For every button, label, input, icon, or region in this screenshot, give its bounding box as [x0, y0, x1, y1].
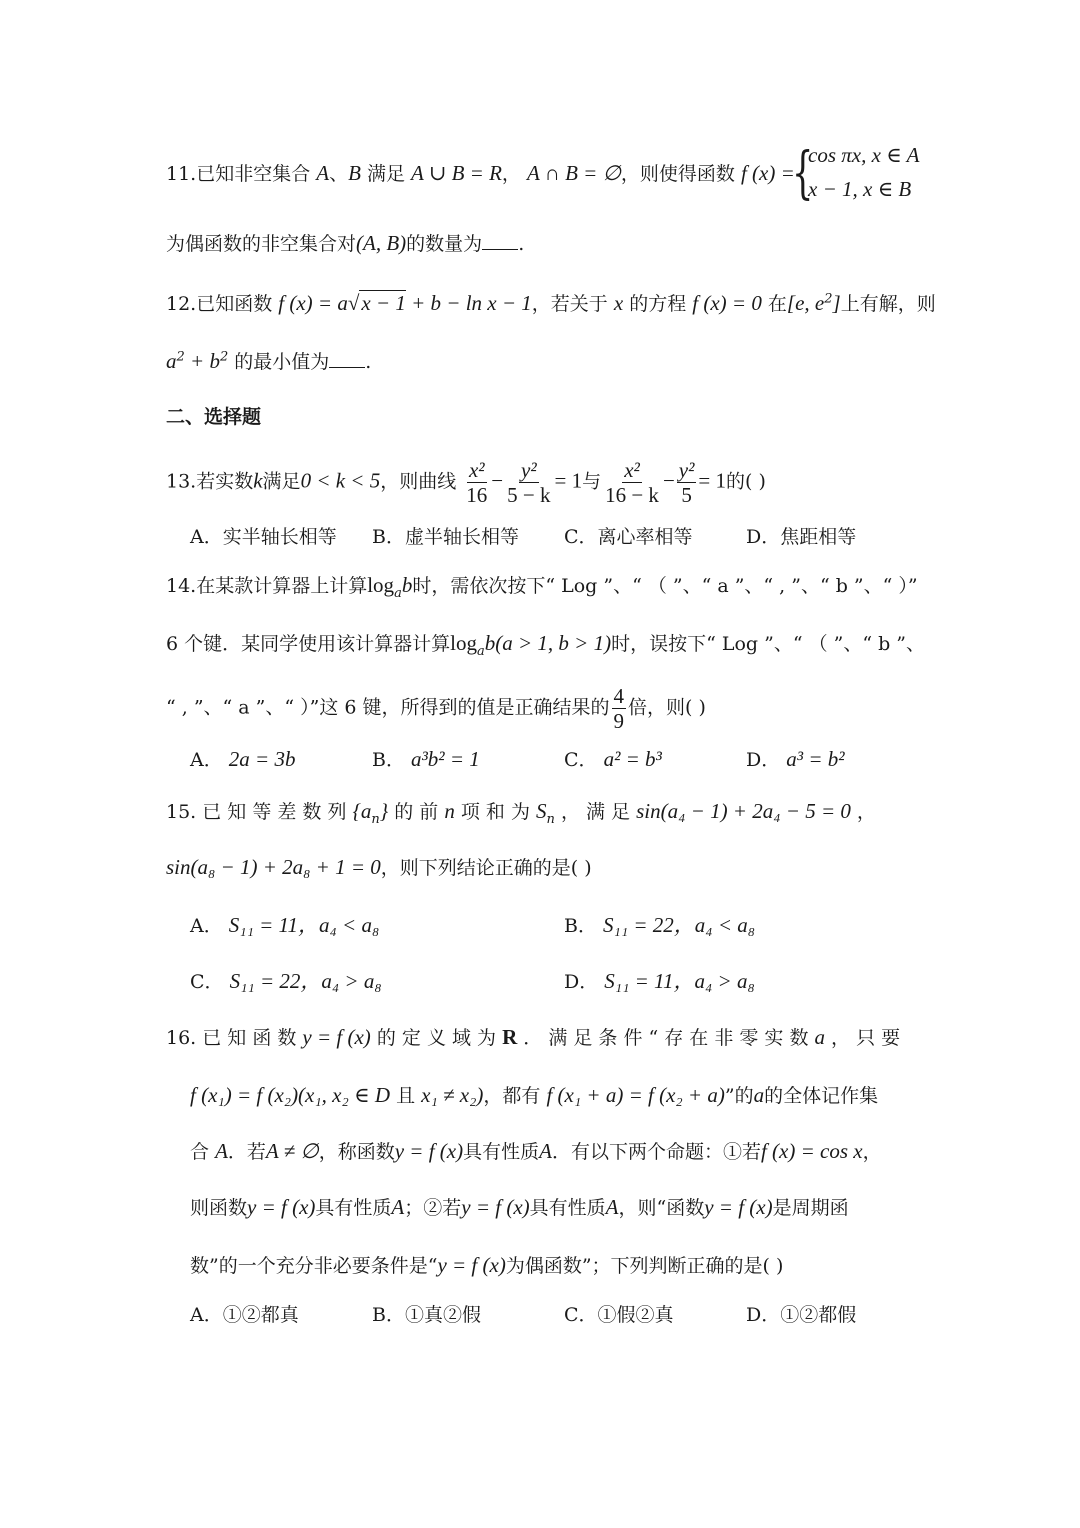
answer-blank	[329, 349, 365, 368]
fraction: $\frac{\text{x²}}{16 - k}$	[605, 458, 659, 507]
q13-option-b[interactable]: B．虚半轴长相等	[372, 526, 519, 548]
brace-symbol: {	[792, 141, 814, 206]
q14-line3: “ , ”、“ a ”、“ ）”这 6 键，所得到的值是正确结果的 $\frac{4}{9}$ 倍，则( )	[166, 684, 706, 733]
q15-line2: sin(a₈ − 1) + 2a₈ + 1 = 0，则下列结论正确的是( )	[166, 855, 592, 879]
q16-line1: 16. 已 知 函 数 y = f (x) 的 定 义 域 为 R ． 满 足 条 件 “ 存 在 非 零 实 数 a ， 只 要	[166, 1025, 901, 1049]
answer-blank	[482, 231, 518, 250]
q13-line1: 13.若实数k满足0 < k < 5，则曲线 $\frac{\text{x²}}{16}$ − $\frac{\text{y²}}{5 - k}$ = 1与 $\frac{\text{x²}}{16 - k}$ − $\frac{\text{y²}}{5}$ = 1的( )	[166, 458, 766, 507]
q15-option-b[interactable]: B． S₁₁ = 22，a₄ < a₈	[564, 913, 756, 937]
q12-line1: 12.已知函数 f (x) = a√x − 1 + b − ln x − 1，若关于 x 的方程 f (x) = 0 在[e, $e^2$]上有解，则	[166, 291, 936, 315]
fraction: $\frac{\text{y²}}{5 - k}$	[507, 458, 551, 507]
fraction: $\frac{\text{y²}}{5}$	[678, 458, 695, 507]
q16-line4: 则函数y = f (x)具有性质A；②若y = f (x)具有性质A，则“函数y = f (x)是周期函	[190, 1195, 849, 1219]
q15-line1: 15. 已 知 等 差 数 列 $\{a_n\}$ 的 前 n 项 和 为 $S_n$ ， 满 足 sin(a₄ − 1) + 2a₄ − 5 = 0 ，	[166, 799, 876, 827]
q16-option-b[interactable]: B．①真②假	[372, 1304, 481, 1326]
q14-option-c[interactable]: C． a² = b³	[564, 747, 662, 771]
q12-line2: $a^2 + b^2$ 的最小值为 .	[166, 349, 372, 373]
fraction: $\frac{4}{9}$	[613, 684, 625, 733]
q14-option-b[interactable]: B． a³b² = 1	[372, 747, 480, 771]
q15-option-c[interactable]: C． S₁₁ = 22，a₄ > a₈	[190, 969, 382, 993]
q13-option-c[interactable]: C．离心率相等	[564, 526, 693, 548]
q11-line1: 11.已知非空集合 A、B 满足 A ∪ B = R， A ∩ B = ∅，则使得函数 f (x) =	[166, 161, 795, 185]
q13-option-d[interactable]: D．焦距相等	[746, 526, 857, 548]
q15-option-d[interactable]: D． S₁₁ = 11，a₄ > a₈	[564, 969, 755, 993]
q14-line1: 14.在某款计算器上计算$\log_ab$时，需依次按下“ Log ”、“ （ ”、“ a ”、“ , ”、“ b ”、“ ）”	[166, 573, 918, 601]
q14-option-d[interactable]: D． a³ = b²	[746, 747, 845, 771]
q11-line2: 为偶函数的非空集合对(A, B)的数量为 .	[166, 231, 525, 255]
q11-case2: x − 1, x ∈ B	[808, 177, 912, 201]
q15-option-a[interactable]: A． S₁₁ = 11，a₄ < a₈	[190, 913, 380, 937]
section-heading: 二、选择题	[166, 406, 262, 428]
q16-line2: f (x₁) = f (x₂)(x₁, x₂ ∈ D 且 x₁ ≠ x₂)，都有 f (x₁ + a) = f (x₂ + a)”的a的全体记作集	[190, 1083, 879, 1107]
q16-option-c[interactable]: C．①假②真	[564, 1304, 674, 1326]
q13-option-a[interactable]: A．实半轴长相等	[190, 526, 337, 548]
q16-option-a[interactable]: A．①②都真	[190, 1304, 299, 1326]
q11-case1: cos πx, x ∈ A	[808, 143, 920, 167]
q16-line3: 合 A．若A ≠ ∅，称函数y = f (x)具有性质A．有以下两个命题：①若f (x) = cos x，	[190, 1139, 882, 1163]
q14-line2: 6 个键．某同学使用该计算器计算$\log_ab(a > 1$, b > 1)时，误按下“ Log ”、“ （ ”、“ b ”、	[166, 631, 925, 659]
fraction: $\frac{\text{x²}}{16}$	[466, 458, 488, 507]
q16-option-d[interactable]: D．①②都假	[746, 1304, 857, 1326]
q14-option-a[interactable]: A． 2a = 3b	[190, 747, 296, 771]
q16-line5: 数”的一个充分非必要条件是“y = f (x)为偶函数”；下列判断正确的是( )	[190, 1253, 784, 1277]
